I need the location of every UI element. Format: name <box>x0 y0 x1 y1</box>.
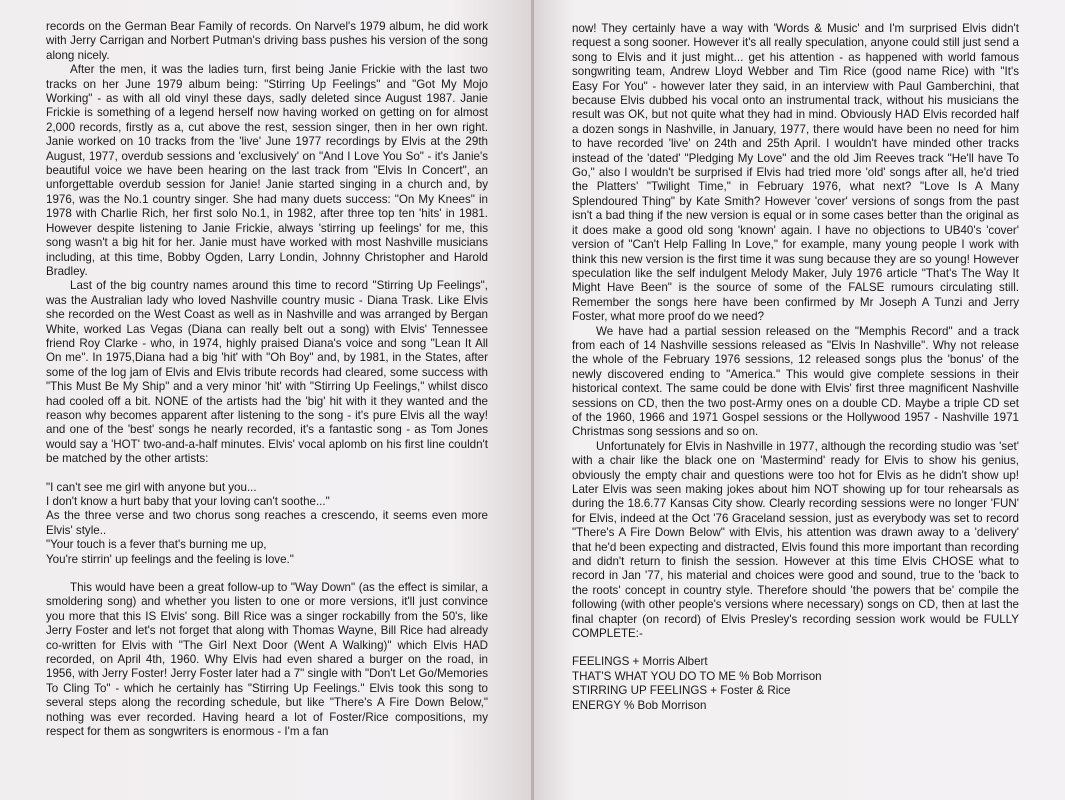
right-page <box>532 0 1065 800</box>
lyric-line: I don't know a hurt baby that your loving can't soothe..." <box>46 495 330 508</box>
paragraph: Last of the big country names around this time to record "Stirring Up Feelings", was the Australian lady who loved Nashville country music - Diana Trask. Like Elvis she recorded on the West Coast as well as in Nashville and was arranged by Bergan White, worked Las Vegas (Diana can really belt out a song) with Elvis' Tennessee friend Roy Clarke - who, in 1974, highly praised Diana's voice and song "Lean It All On me". In 1975,Diana had a big 'hit' with "Oh Boy" and, by 1981, in the States, after some of the log jam of Elvis and Elvis tribute records had cleared, some success with "This Must Be My Ship" and a very minor 'hit' with "Stirring Up Feelings," whilst disco had cooled off a bit. NONE of the artists had the 'big' hit with it they wanted and the reason why becomes apparent after listening to the song - it's pure Elvis all the way! and one of the 'best' songs he nearly recorded, it's a fantastic song - as Tom Jones would say a 'HOT' two-and-a-half minutes. Elvis' vocal aplomb on his first line couldn't be matched by the other artists: <box>46 279 488 466</box>
left-page-text <box>46 20 488 740</box>
book-gutter <box>531 0 534 800</box>
song-item: FEELINGS + Morris Albert <box>572 655 708 669</box>
commentary-line: As the three verse and two chorus song reaches a crescendo, it seems even more Elvis' style.. <box>46 509 488 537</box>
paragraph: We have had a partial session released on the "Memphis Record" and a track from each of 14 Nashville sessions released as "Elvis In Nashville". Why not release the whole of the February 1976 sessions, 12 released songs plus the 'bonus' of the newly discovered ending to "America." This would give complete sessions in their historical context. The same could be done with Elvis' first three magnificent Nashville sessions on CD, then the two post-Army ones on a double CD. Maybe a triple CD set of the 1960, 1966 and 1971 Gospel sessions or the Hollywood 1957 - Nashville 1971 Christmas song sessions and so on. <box>572 324 1019 439</box>
paragraph: This would have been a great follow-up to "Way Down" (as the effect is similar, a smoldering song) and whether you listen to one or more versions, it'll just convince you more that this IS Elvis' song. Bill Rice was a singer rockabilly from the 50's, like Jerry Foster and let's not forget that along with Thomas Wayne, Bill Rice had already co-written for Elvis with "The Girl Next Door (Went A Walking)" which Elvis HAD recorded, on April 4th, 1960. Why Elvis had even shared a burger on the road, in 1956, with Jerry Foster! Jerry Foster later had a 7" single with "Don't Let Go/Memories To Cling To" - which he certainly has "Stirring Up Feelings." Elvis took this song to several steps along the recording schedule, but like "There's A Fire Down Below," nothing was ever recorded. Having heard a lot of Foster/Rice compositions, my respect for them as songwriters is enormous - I'm a fan <box>46 581 488 739</box>
song-list <box>572 655 1019 713</box>
paragraph: Unfortunately for Elvis in Nashville in 1977, although the recording studio was 'set' with a chair like the black one on 'Mastermind' ready for Elvis to show his genius, obviously the empty chair and questions were too hot for Elvis as he didn't show up! Later Elvis was seen making jokes about him NOT showing up for tour rehearsals as during the 18.6.77 Kansas City show. Clearly recording sessions were no longer 'FUN' for Elvis, indeed at the Oct '76 Graceland session, just as everybody was set to record "There's A Fire Down Below" with Elvis, his attention was drawn away to a 'delivery' that he'd been expecting and distracted, Elvis found this more important than recording and didn't return to finish the session. However at this time Elvis CHOSE what to record in Jan '77, his material and choices were good and sound, true to the 'back to the roots' concept in country style. Therefore should 'the powers that be' compile the following (with other people's versions where necessary) songs on CD, then at last the final chapter (on record) of Elvis Presley's recording session work would be FULLY COMPLETE:- <box>572 439 1019 641</box>
left-page <box>0 0 532 800</box>
lyric-line: You're stirrin' up feelings and the feeling is love." <box>46 552 294 566</box>
lyrics-quote <box>46 481 488 567</box>
paragraph: After the men, it was the ladies turn, first being Janie Frickie with the last two tracks on her June 1979 album being: "Stirring Up Feelings" and "Got My Mojo Working" - as with all old vinyl these days, sadly deleted since August 1987. Janie Frickie is something of a legend herself now having worked on getting on for almost 2,000 records, firstly as a, cut above the rest, session singer, then in her own right. Janie worked on 10 tracks from the 'live' June 1977 recordings by Elvis at the 29th August, 1977, overdub sessions and 'exclusively' on "And I Love You So" - it's Janie's beautiful voice we have been hearing on the last track from "Elvis In Concert", an unforgettable overdub session for Janie! Janie started singing in a church and, by 1976, was the No.1 country singer. She had many duets success: "On My Knees" in 1978 with Charlie Rich, her first solo No.1, in 1982, after three top ten 'hits' in 1981. However despite listening to Janie Frickie, always 'stirring up feelings' for me, this song wasn't a big hit for her. Janie must have worked with most Nashville musicians including, at this time, Bobby Ogden, Larry Londin, Johnny Christopher and Harold Bradley. <box>46 63 488 278</box>
lyric-line: "I can't see me girl with anyone but you... <box>46 480 257 494</box>
song-item: ENERGY % Bob Morrison <box>572 698 707 712</box>
paragraph: records on the German Bear Family of records. On Narvel's 1979 album, he did work with Jerry Carrigan and Norbert Putman's driving bass pushes his version of the song along nicely. <box>46 20 488 62</box>
lyric-line: "Your touch is a fever that's burning me up, <box>46 538 267 552</box>
song-item: THAT'S WHAT YOU DO TO ME % Bob Morrison <box>572 669 822 683</box>
right-page-text <box>572 22 1019 713</box>
song-item: STIRRING UP FEELINGS + Foster & Rice <box>572 684 791 698</box>
paragraph: now! They certainly have a way with 'Words & Music' and I'm surprised Elvis didn't request a song sooner. However it's all really speculation, anyone could still just send a song to Elvis and it just might... get his attention - as happened with world famous songwriting team, Andrew Lloyd Webber and Tim Rice (good name Rice) with "It's Easy For You" - however later they said, in an interview with Paul Gamberchini, that because Elvis dubbed his vocal onto an instrumental track, without his musicians the result was OK, but not quite what they had in mind. Obviously HAD Elvis recorded half a dozen songs in Nashville, in January, 1977, there would have been no need for him to have recorded 'live' on 24th and 25th April. I wouldn't have minded other tracks instead of the 'dated' "Pledging My Love" and the old Jim Reeves track "He'll have To Go," also I wouldn't be surprised if Elvis had tried more 'old' songs after all, he'd tried the Platters' "Twilight Time," in February 1976, what next? "Love Is A Many Splendoured Thing" by Kate Smith? However 'cover' versions of songs from the past isn't a bad thing if the new version is equal or in some cases better than the original as it does make a good old song 'known' again. I have no objections to UB40's 'cover' version of "Can't Help Falling In Love," for example, many young people I work with think this new version is the first time it was sung because they are so young! However speculation like the self indulgent Melody Maker, July 1976 article "That's The Way It Might Have Been" is the source of some of the FALSE rumours circulating still. Remember the songs here have been confirmed by Mr Joseph A Tunzi and Jerry Foster, what more proof do we need? <box>572 22 1019 324</box>
